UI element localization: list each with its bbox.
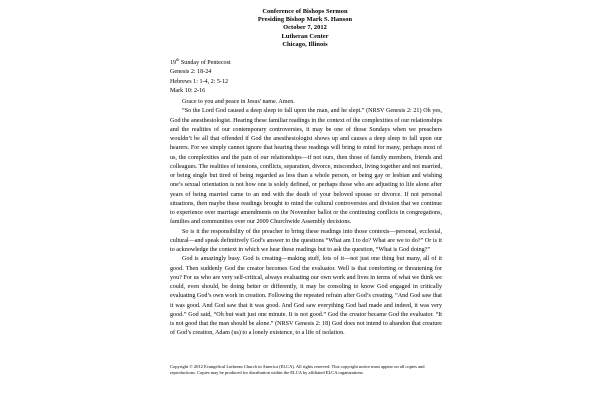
body-paragraph: God is amazingly busy. God is creating—making stuff, lots of it—not just one thing but many, all of it good. Then suddenly God the creator becomes God the evaluator. Well is that comforting or threatening for you? For us who are very self-critical, always evaluating our own work and lives in terms of what we think we could, even should, be doing better or differently, it may be consoling to know God engaged in critically evaluating God’s own work in creation. Following the repeated refrain after God’s creating, “And God saw that it was good. And God saw that it was good. And God saw everything God had made and indeed, it was very good.” God said, “Oh but wait just one minute. It is not good.” God the creator became God the evaluator. “It is not good that the man should be alone.” (NRSV Genesis 2: 18) God does not intend to abandon that creature of God’s creation, Adam (us) to a lonely existence, to a life of isolation. [170, 256, 442, 337]
sermon-author: Presiding Bishop Mark S. Hanson [257, 16, 353, 24]
sunday-ordinal: 19 [170, 60, 177, 66]
reading-reference: Genesis 2: 18-24 [170, 69, 212, 76]
sermon-location: Chicago, Illinois [282, 40, 328, 48]
body-paragraph: “So the Lord God caused a deep sleep to fall upon the man, and he slept.” (NRSV Genesis 2: 21) Oh yes, God the anesthesiologist. Hearing these familiar readings in the context of the complexities of our relationships and the realities of our contemporary controversies, it may be one of those Sundays when we preachers wouldn’t be all that offended if God the anesthesiologist shows up and causes a deep sleep to fall upon our hearers. For we simply cannot ignore that hearing these readings will bring to mind for many, perhaps most of us, the complexities and the pain of our relationships—if not ours, then those of family members, friends and colleagues. The realities of tensions, conflicts, separation, divorce, misconduct, living together and not married, or being single but tired of being regarded as less than a whole person, or being gay or lesbian and wishing one’s sexual orientation is not how one is solely defined, or perhaps those who are adjusting to life alone after years of being married came to an end with the death of your beloved spouse or divorce. If not personal situations, then maybe these readings brought to mind the cultural controversies and division that we continue to experience over marriage amendments on the November ballot or the continuing conflicts in congregations, families and communities over our 2009 Churchwide Assembly decisions. [170, 108, 442, 226]
body-paragraph: So is it the responsibility of the preacher to bring these readings into those contexts—personal, ecclesial, cultural—and speak definitively God’s answer to the questions “What am I to do? What are we to do?” Or is it to acknowledge the context in which we hear these readings but to ask the question, “What is God doing?” [170, 228, 442, 253]
copyright-notice: Copyright © 2012 Evangelical Lutheran Church in America (ELCA). All rights reserved. This copyright notice must appear on all copies and reproductions. Copies may be produced for distribution within the ELCA by affiliated ELCA organizations. [170, 364, 425, 376]
reading-reference: Hebrews 1: 1-4, 2: 5-12 [170, 78, 229, 85]
sermon-date: October 7, 2012 [283, 24, 327, 32]
reading-reference: Mark 10: 2-16 [170, 87, 206, 94]
copyright-footer [170, 364, 438, 377]
body-paragraph: Grace to you and peace in Jesus' name. Amen. [182, 99, 295, 105]
sunday-ordinal-suffix: th [176, 56, 180, 62]
sermon-title: Conference of Bishops Sermon [262, 8, 348, 15]
liturgical-day [170, 56, 450, 68]
sermon-body [170, 98, 442, 339]
sermon-title-block [160, 8, 450, 49]
sunday-label: Sunday of Pentecost [179, 60, 231, 66]
sermon-venue: Lutheran Center [281, 32, 329, 40]
lectionary-references [170, 56, 450, 96]
